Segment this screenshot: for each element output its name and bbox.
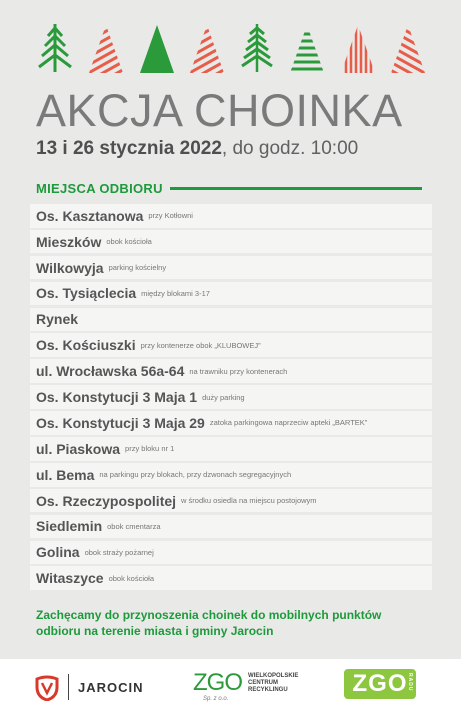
location-description: parking kościelny: [108, 263, 167, 273]
green-solid-tree-icon: [139, 24, 175, 74]
locations-list: [30, 204, 432, 592]
location-row: [30, 515, 432, 539]
location-row: [30, 541, 432, 565]
wcr-tagline: Sp. z o.o.: [203, 696, 229, 702]
red-striped-tree-icon: [189, 24, 225, 74]
footer-logos: [0, 659, 461, 720]
location-row: [30, 282, 432, 306]
green-tree-icon: [36, 22, 74, 74]
location-description: w środku osiedla na miejscu postojowym: [181, 496, 317, 506]
location-description: między blokami 3-17: [141, 288, 210, 298]
section-header: [36, 181, 422, 196]
location-row: [30, 204, 432, 228]
zgo-side-text: RADU: [407, 673, 413, 692]
event-dates-bold: 13 i 26 stycznia 2022: [36, 138, 222, 159]
location-description: obok straży pożarnej: [84, 547, 154, 557]
location-description: na parkingu przy blokach, przy dzwonach segregacyjnych: [99, 470, 292, 480]
wcr-line-2: CENTRUM: [248, 679, 278, 686]
location-description: przy kontenerze obok „KLUBOWEJ”: [140, 340, 261, 350]
zgo-logo: [344, 669, 416, 699]
location-row: [30, 566, 432, 590]
page-title: AKCJA CHOINKA: [36, 85, 403, 136]
location-description: duży parking: [202, 392, 245, 402]
zgo-wordmark: ZGO: [352, 670, 408, 697]
jarocin-wordmark: JAROCIN: [78, 679, 144, 695]
wcr-zgo-text: ZGO: [193, 669, 242, 696]
event-time: , do godz. 10:00: [221, 138, 359, 159]
location-name: Siedlemin: [36, 518, 103, 535]
location-row: [30, 333, 432, 357]
green-branch-tree-icon: [239, 22, 275, 74]
location-name: Rynek: [36, 311, 79, 328]
location-name: Wilkowyja: [36, 259, 104, 276]
wcr-line-3: RECYKLINGU: [248, 686, 288, 693]
location-row: [30, 411, 432, 435]
wcr-line-1: WIELKOPOLSKIE: [248, 672, 299, 679]
location-row: [30, 256, 432, 280]
location-name: Golina: [36, 544, 80, 561]
logo-separator: [68, 674, 69, 700]
location-name: Os. Rzeczypospolitej: [36, 492, 177, 509]
location-row: [30, 359, 432, 383]
location-name: Os. Konstytucji 3 Maja 1: [36, 389, 198, 406]
location-description: przy bloku nr 1: [125, 444, 175, 454]
location-description: obok kościoła: [108, 573, 155, 583]
location-row: [30, 308, 432, 332]
section-title: MIEJSCA ODBIORU: [36, 181, 163, 196]
location-description: na trawniku przy kontenerach: [189, 366, 288, 376]
wcr-name: [248, 673, 298, 694]
location-row: [30, 463, 432, 487]
red-striped-tree-icon: [340, 24, 376, 74]
jarocin-logo: [34, 673, 144, 701]
location-row: [30, 385, 432, 409]
section-divider: [170, 187, 422, 190]
location-description: zatoka parkingowa naprzeciw apteki „BARTEK”: [209, 418, 368, 428]
red-striped-tree-icon: [88, 24, 124, 74]
location-name: Witaszyce: [36, 570, 104, 587]
wcr-zgo-mark: [193, 669, 242, 702]
location-description: przy Kotłowni: [148, 211, 193, 221]
footnote: Zachęcamy do przynoszenia choinek do mobilnych punktów odbioru na terenie miasta i gminy Jarocin: [36, 608, 382, 638]
christmas-tree-decorations: [36, 22, 426, 74]
jarocin-emblem-icon: [34, 673, 60, 701]
location-name: Os. Kościuszki: [36, 337, 136, 354]
location-name: Mieszków: [36, 233, 102, 250]
location-name: Os. Tysiąclecia: [36, 285, 137, 302]
location-name: ul. Piaskowa: [36, 440, 121, 457]
wcr-logo: [193, 669, 299, 702]
location-description: obok cmentarza: [107, 521, 161, 531]
location-row: [30, 230, 432, 254]
location-name: ul. Bema: [36, 466, 95, 483]
event-dates: [36, 138, 436, 160]
location-description: obok kościoła: [106, 237, 152, 247]
location-row: [30, 437, 432, 461]
location-name: Os. Kasztanowa: [36, 207, 144, 224]
location-row: [30, 489, 432, 513]
green-striped-tree-icon: [289, 24, 325, 74]
location-name: Os. Konstytucji 3 Maja 29: [36, 414, 205, 431]
red-striped-tree-icon: [390, 24, 426, 74]
location-name: ul. Wrocławska 56a-64: [36, 363, 185, 380]
